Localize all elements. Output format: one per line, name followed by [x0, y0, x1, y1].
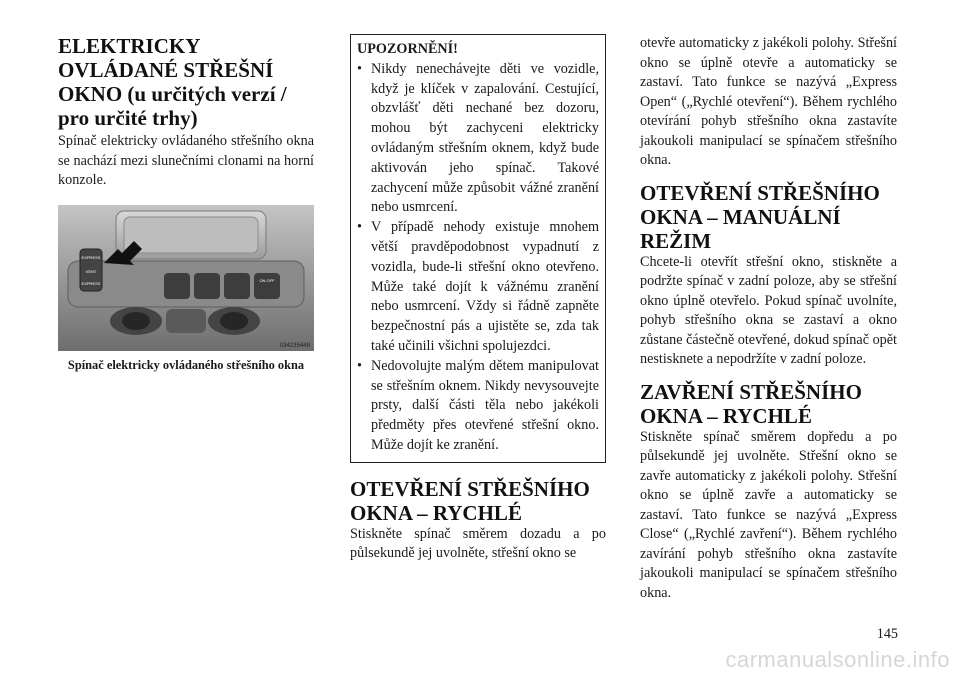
overhead-console-illustration: [58, 205, 314, 351]
warning-item: [357, 218, 599, 357]
switch-label-express-bottom: EXPRESS: [81, 280, 101, 286]
warning-item: [357, 357, 599, 456]
section-heading-open-manual: [640, 181, 897, 253]
sunroof-switch-figure: [58, 205, 314, 351]
warning-box: [350, 34, 606, 463]
bullet: •: [357, 219, 362, 236]
heading-line: OKNA – RYCHLÉ: [350, 500, 522, 525]
heading-line: OKNA – MANUÁLNÍ: [640, 204, 841, 229]
close-express-text: Stiskněte spínač směrem dopředu a po půlsekundě jej uvolněte. Střešní okno se zavře automaticky z jakékoli polohy. Střešní okno se úplně zavře a automaticky se zastaví. Tato funkce se nazývá „Express Close“ („Rychlé zavření“). Během rychlého zavírání pohyb střešního okna zastavíte jakoukoli manipulací se spínačem střešního okna.: [640, 428, 897, 601]
warning-item-text: Nikdy nenechávejte děti ve vozidle, když je klíček v zapalování. Cestující, obzvlášť děti nechané bez dozoru, mohou být zachyceni elektricky ovládaným střešním oknem, když bude aktivován jeho spínač. Takové zachycení může způsobit vážné zranění nebo usmrcení.: [371, 60, 599, 216]
heading-line: REŽIM: [640, 228, 712, 253]
bullet: •: [357, 357, 362, 374]
warning-item-text: V případě nehody existuje mnohem větší pravděpodobnost vypadnutí z vozidla, bude-li střešní okno otevřeno. Může také dojít k vážnému zranění nebo usmrcení. Vždy si řádně zapněte bezpečnostní pás a ujistěte se, zda tak také učinili všichni spolujezdci.: [371, 219, 599, 354]
figure-caption: Spínač elektricky ovládaného střešního okna: [67, 357, 305, 372]
open-express-text-part2: otevře automaticky z jakékoli polohy. Střešní okno se úplně otevře a automaticky se zastaví. Tato funkce se nazývá „Express Open“ („Rychlé otevření“). Během rychlého otevírání pohyb střešního okna zastavíte jakoukoli manipulací se spínačem střešního okna.: [640, 35, 897, 168]
bullet: •: [357, 60, 362, 77]
heading-line: OKNA – RYCHLÉ: [640, 403, 812, 428]
image-code: 034235448: [279, 342, 310, 349]
open-manual-text: Chcete-li otevřít střešní okno, stiskněte a podržte spínač v zadní poloze, aby se střešní okno úplně otevřelo. Pokud spínač uvolníte, pohyb střešního okna se zastaví a okno zůstane částečně otevřené, dokud spínač opět nestisknete a nepodržíte v zadní poloze.: [640, 253, 897, 367]
button-label-on-off: ON OFF: [259, 277, 275, 283]
warning-list: [357, 60, 599, 456]
right-column: [640, 34, 897, 603]
heading-line: ZAVŘENÍ STŘEŠNÍHO: [640, 379, 862, 404]
page-number: 145: [876, 626, 898, 642]
heading-line: pro určité trhy): [58, 106, 198, 130]
warning-item-text: Nedovolujte malým dětem manipulovat se střešním oknem. Nikdy nevysouvejte prsty, další části těla nebo jakékoli předměty přes otevřené střešní okno. Může dojít ke zranění.: [371, 357, 599, 453]
heading-line: OKNO (u určitých verzí /: [58, 82, 287, 106]
left-column: [58, 34, 314, 373]
section-heading-open-express: [350, 477, 606, 525]
watermark: carmanualsonline.info: [725, 647, 950, 672]
open-express-text-part1: Stiskněte spínač směrem dozadu a po půlsekundě jej uvolněte, střešní okno se: [350, 525, 606, 562]
heading-line: OVLÁDANÉ STŘEŠNÍ: [58, 58, 274, 82]
switch-label-vent: VENT: [85, 268, 97, 274]
warning-title: UPOZORNĚNÍ!: [357, 41, 458, 57]
heading-line: OTEVŘENÍ STŘEŠNÍHO: [640, 180, 880, 205]
heading-line: OTEVŘENÍ STŘEŠNÍHO: [350, 476, 590, 501]
intro-paragraph: Spínač elektricky ovládaného střešního okna se nachází mezi slunečními clonami na horní konzole.: [58, 133, 314, 188]
switch-label-express-top: EXPRESS: [81, 254, 101, 260]
section-heading-close-express: [640, 380, 897, 428]
section-heading-power-sunroof: [58, 34, 314, 130]
warning-item: [357, 60, 599, 218]
heading-line: ELEKTRICKY: [58, 34, 201, 58]
middle-column: [350, 34, 606, 564]
